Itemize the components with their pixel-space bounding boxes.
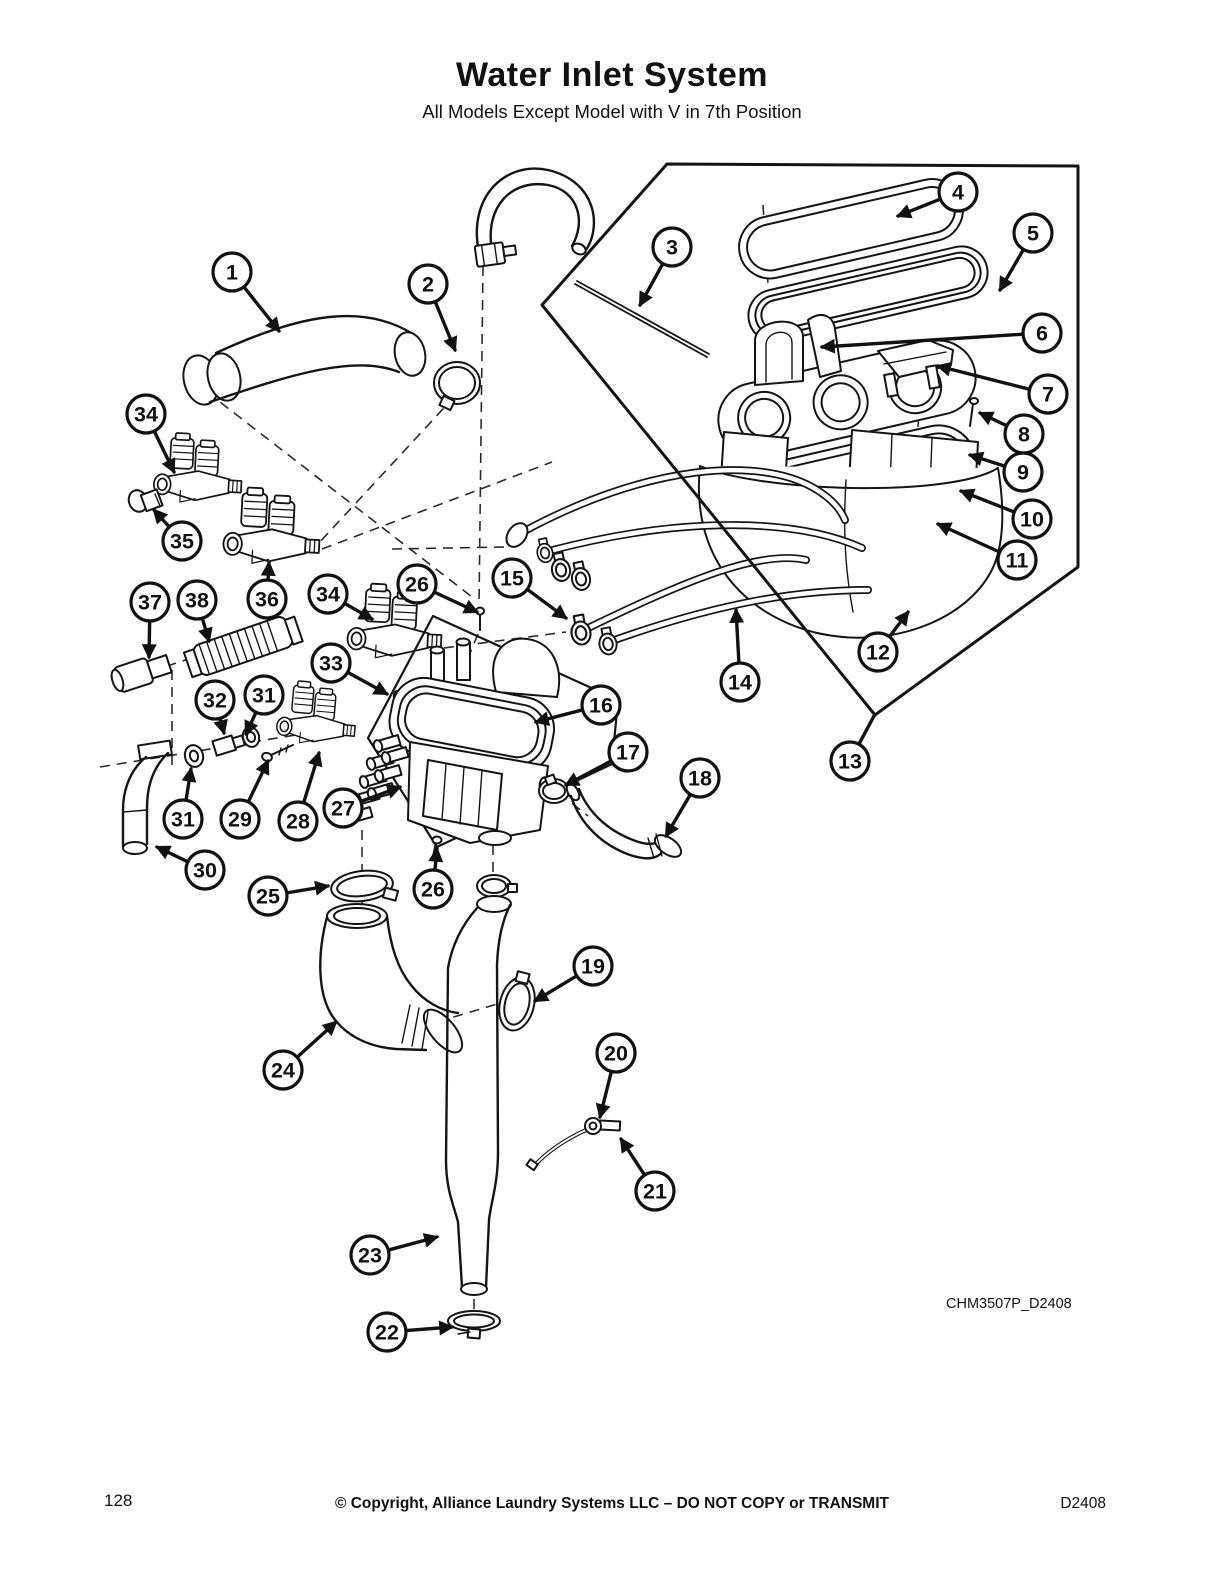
copyright-notice: © Copyright, Alliance Laundry Systems LLC – DO NOT COPY or TRANSMIT [335,1495,889,1512]
screw-8 [970,398,978,426]
svg-text:38: 38 [185,588,209,613]
callout-34-b [309,575,372,619]
callout-25 [249,877,328,915]
svg-text:26: 26 [421,877,445,902]
callout-20 [597,1034,635,1117]
svg-text:12: 12 [866,640,890,665]
callout-1 [213,253,279,331]
page-subtitle: All Models Except Model with V in 7th Position [422,101,802,122]
svg-text:29: 29 [228,807,252,832]
svg-text:14: 14 [728,670,752,695]
hose-clamp-22 [448,1311,500,1339]
callout-24 [264,1022,336,1089]
inlet-tube-3 [575,281,709,357]
svg-text:4: 4 [952,180,964,205]
hose-clamp-15 [569,614,593,646]
hose-1 [178,316,429,408]
svg-text:34: 34 [316,582,340,607]
svg-text:35: 35 [170,529,194,554]
svg-text:9: 9 [1017,460,1029,485]
callout-28 [279,753,319,840]
svg-text:11: 11 [1005,548,1029,573]
svg-text:24: 24 [271,1058,295,1083]
siphon-hose [475,169,594,267]
svg-text:17: 17 [616,740,640,765]
svg-text:3: 3 [666,235,678,260]
dispenser-assembly [575,173,1002,638]
hose-clamp-15 [597,627,618,656]
callout-3 [640,228,691,305]
callout-32 [196,681,234,733]
callout-18 [666,759,719,836]
callout-37 [131,583,169,657]
svg-text:22: 22 [375,1320,399,1345]
fitting-35 [126,488,163,515]
svg-text:31: 31 [171,807,195,832]
svg-text:27: 27 [331,796,355,821]
callout-8 [980,413,1043,453]
svg-text:32: 32 [203,688,227,713]
callout-14 [721,610,759,701]
svg-text:21: 21 [643,1179,667,1204]
elbow-hose-30 [123,741,172,854]
hose-clamp-25 [329,867,398,904]
svg-text:33: 33 [319,651,343,676]
svg-text:10: 10 [1020,507,1044,532]
svg-text:5: 5 [1027,221,1039,246]
svg-text:13: 13 [838,749,862,774]
inlet-valve-34 [153,432,244,505]
svg-text:37: 37 [138,590,162,615]
hose-clamp-top [477,875,517,897]
hose-23 [446,875,517,1295]
grommet-20-tube-21 [526,1118,620,1170]
callout-31-b [164,769,202,838]
svg-text:26: 26 [405,572,429,597]
siphon-tube-6 [755,315,841,385]
washer-31b [182,743,205,769]
svg-text:25: 25 [256,884,280,909]
svg-text:8: 8 [1018,422,1030,447]
inlet-hose-38 [183,612,303,680]
hose-clamp-2 [434,362,480,410]
figure-code: CHM3507P_D2408 [946,1296,1072,1312]
svg-text:15: 15 [500,566,524,591]
callout-17 [566,733,647,785]
svg-text:18: 18 [688,766,712,791]
callout-5 [1000,214,1052,290]
svg-text:30: 30 [193,858,217,883]
inlet-valve-28 [276,679,359,747]
svg-text:6: 6 [1036,321,1048,346]
callout-38 [178,581,216,641]
page-title: Water Inlet System [456,56,768,94]
screw-29 [261,745,293,762]
hose-clamp-15 [535,537,555,563]
callout-36 [248,563,286,618]
svg-text:34: 34 [134,402,158,427]
inlet-valve-36 [223,486,322,566]
svg-text:16: 16 [589,693,613,718]
callout-29 [221,761,268,838]
page-number: 128 [104,1491,133,1510]
callout-26-b [414,849,452,908]
callout-30 [157,847,224,889]
doc-code: D2408 [1060,1495,1106,1512]
svg-text:1: 1 [226,260,238,285]
callout-19 [535,947,612,1001]
svg-text:28: 28 [286,809,310,834]
svg-text:20: 20 [604,1041,628,1066]
svg-text:19: 19 [581,954,605,979]
callout-13 [831,716,874,780]
svg-text:7: 7 [1042,382,1054,407]
callout-34 [127,395,174,472]
svg-text:2: 2 [422,272,434,297]
callout-23 [351,1236,437,1274]
svg-text:31: 31 [252,683,276,708]
svg-text:23: 23 [358,1243,382,1268]
elbow-hose-18 [564,782,685,861]
callout-35 [154,510,201,560]
callout-22 [368,1313,452,1351]
hose-clamp-15 [569,561,592,592]
svg-text:36: 36 [255,587,279,612]
fitting-37 [109,651,173,694]
callout-21 [621,1139,674,1210]
